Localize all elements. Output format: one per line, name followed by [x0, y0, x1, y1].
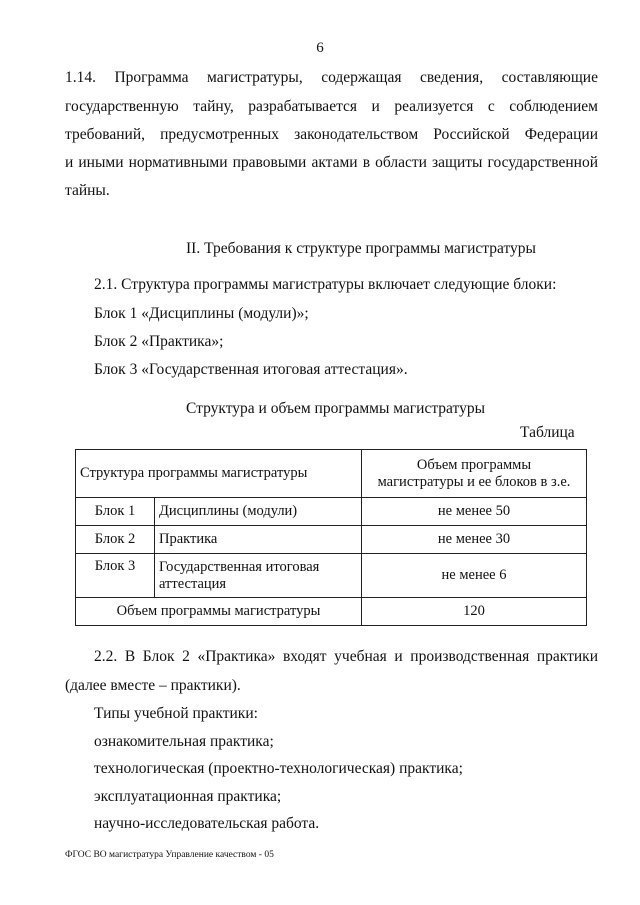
- row-block: Блок 2: [76, 526, 155, 554]
- table-row: [76, 554, 587, 598]
- row-volume: не менее 6: [362, 554, 587, 598]
- table-row: [76, 498, 587, 526]
- practice-type-item: ознакомительная практика;: [94, 733, 274, 750]
- total-label: Объем программы магистратуры: [76, 598, 362, 626]
- total-value: 120: [362, 598, 587, 626]
- para-1-14-line-1: 1.14. Программа магистратуры, содержащая сведения, составляющие: [65, 69, 598, 86]
- para-2-2-line-1: 2.2. В Блок 2 «Практика» входят учебная и производственная практики: [94, 648, 598, 665]
- block-2-item: Блок 2 «Практика»;: [94, 333, 224, 350]
- row-name-line-2: аттестация: [159, 575, 227, 592]
- header-volume-line-2: магистратуры и ее блоков в з.е.: [377, 473, 571, 490]
- para-2-1: 2.1. Структура программы магистратуры включает следующие блоки:: [94, 276, 557, 293]
- row-block: Блок 1: [76, 498, 155, 526]
- table-row: [76, 526, 587, 554]
- header-volume: [362, 450, 587, 498]
- block-1-item: Блок 1 «Дисциплины (модули)»;: [94, 305, 309, 322]
- table-header-row: [76, 450, 587, 498]
- section-title: II. Требования к структуре программы магистратуры: [186, 240, 536, 257]
- table-label: Таблица: [520, 424, 575, 441]
- para-1-14-line-5: тайны.: [65, 182, 110, 199]
- row-name-line-1: Государственная итоговая: [159, 558, 320, 575]
- para-1-14-line-2: государственную тайну, разрабатывается и реализуется с соблюдением: [65, 98, 598, 115]
- row-volume: не менее 50: [362, 498, 587, 526]
- practice-type-item: эксплуатационная практика;: [94, 788, 282, 805]
- row-volume: не менее 30: [362, 526, 587, 554]
- para-2-2-line-2: (далее вместе – практики).: [65, 677, 241, 694]
- header-structure: Структура программы магистратуры: [76, 450, 362, 498]
- row-name: [155, 554, 362, 598]
- practice-type-item: научно-исследовательская работа.: [94, 815, 320, 832]
- para-1-14-line-4: и иными нормативными правовыми актами в области защиты государственной: [65, 154, 598, 171]
- practice-types-title: Типы учебной практики:: [94, 705, 258, 722]
- header-volume-line-1: Объем программы: [416, 456, 532, 473]
- para-1-14-line-3: требований, предусмотренных законодательством Российской Федерации: [65, 126, 598, 143]
- row-block: Блок 3: [76, 554, 155, 598]
- row-name: Дисциплины (модули): [155, 498, 362, 526]
- page-number: 6: [316, 40, 324, 56]
- row-name: Практика: [155, 526, 362, 554]
- structure-table: [75, 449, 587, 626]
- table-title: Структура и объем программы магистратуры: [186, 400, 486, 417]
- page-footer: ФГОС ВО магистратура Управление качеством - 05: [65, 850, 274, 860]
- table-total-row: [76, 598, 587, 626]
- block-3-item: Блок 3 «Государственная итоговая аттестация».: [94, 361, 408, 378]
- practice-type-item: технологическая (проектно-технологическая) практика;: [94, 760, 463, 777]
